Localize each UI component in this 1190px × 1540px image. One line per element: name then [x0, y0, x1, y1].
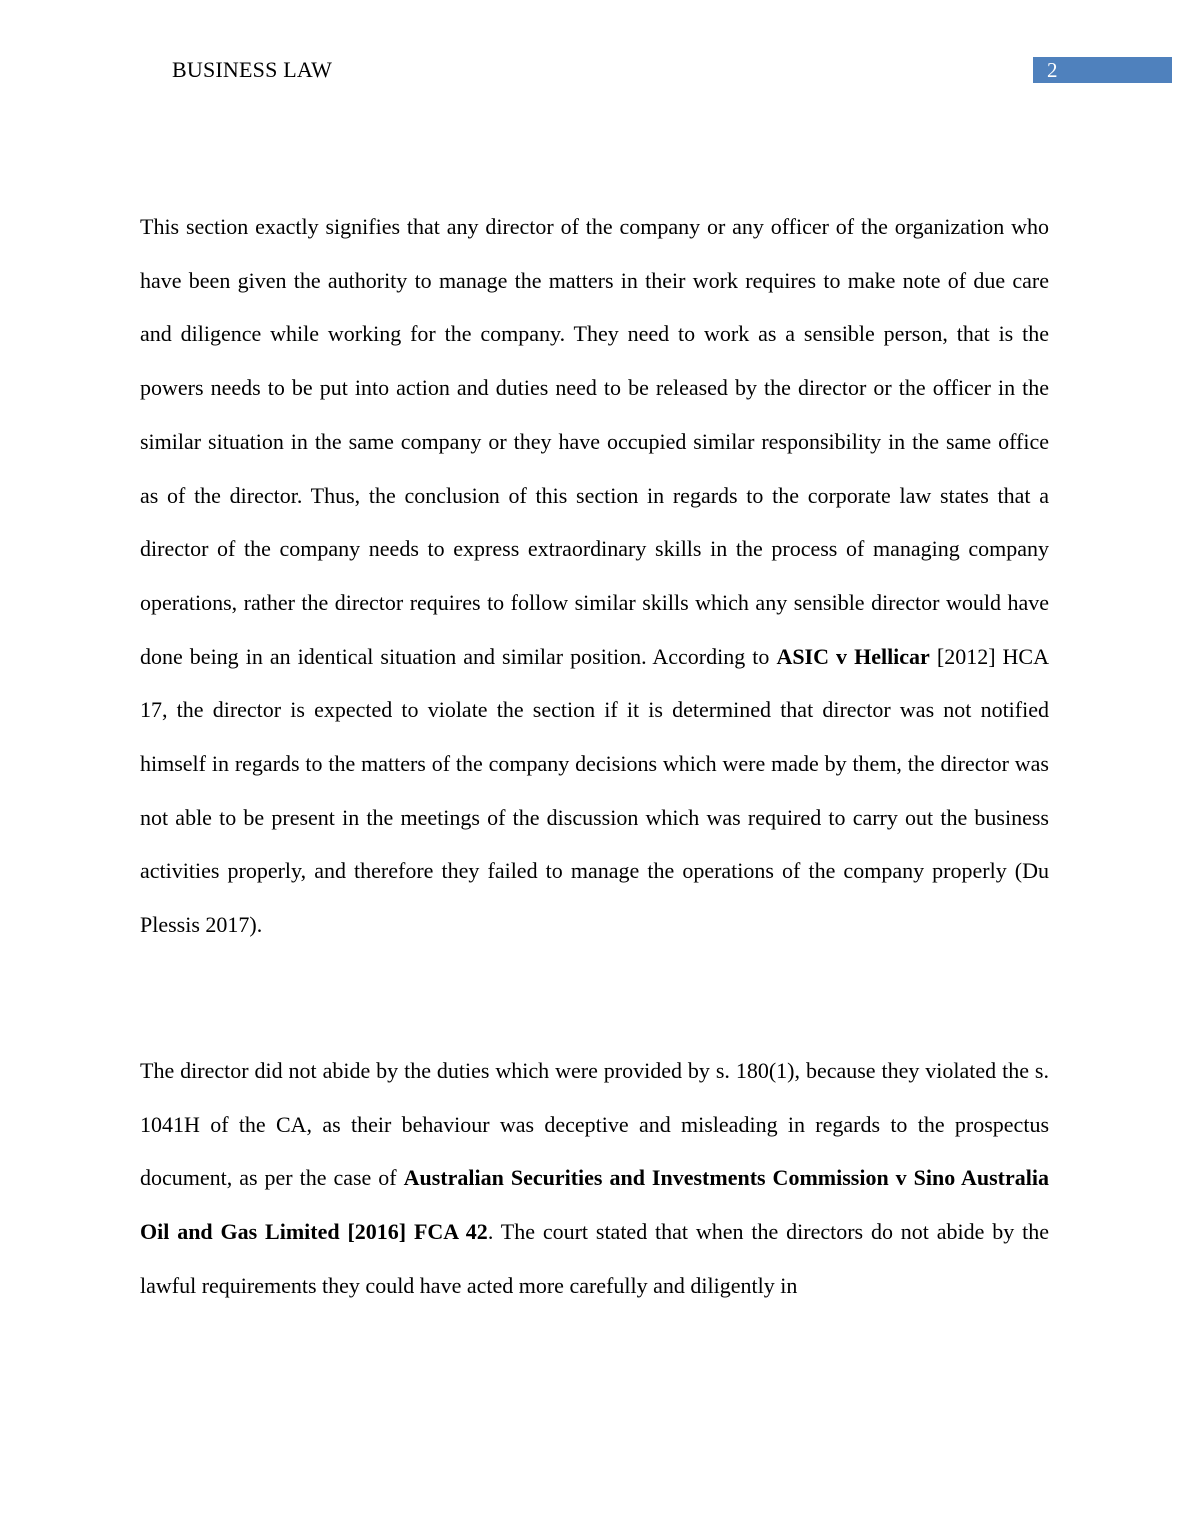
body-paragraph-2	[140, 1044, 1049, 1313]
paragraph-1-text-end: [2012] HCA 17, the director is expected to violate the section if it is determined that director was not notified himself in regards to the matters of the company decisions which were made by them, the director was not able to be present in the meetings of the discussion which was required to carry out the business activities properly, and therefore they failed to manage the operations of the company properly (Du Plessis 2017).	[140, 643, 1049, 938]
paragraph-2-text-start: The director did not abide by the duties which were provided by s. 180(1), because they violated the s. 1041H of the CA, as their behaviour was deceptive and misleading in regards to the prospectus document, as per the case of	[140, 1058, 1049, 1191]
paragraph-2-text-end: . The court stated that when the directors do not abide by the lawful requirements they could have acted more carefully and diligently in	[140, 1219, 1049, 1298]
case-citation-asic-v-sino-australia: Australian Securities and Investments Commission v Sino Australia Oil and Gas Limited [2016] FCA 42	[140, 1165, 1049, 1245]
body-paragraph-1	[140, 200, 1049, 952]
paragraph-1-text-start: This section exactly signifies that any director of the company or any officer of the organization who have been given the authority to manage the matters in their work requires to make note of due care and diligence while working for the company. They need to work as a sensible person, that is the powers needs to be put into action and duties need to be released by the director or the officer in the similar situation in the same company or they have occupied similar responsibility in the same office as of the director. Thus, the conclusion of this section in regards to the corporate law states that a director of the company needs to express extraordinary skills in the process of managing company operations, rather the director requires to follow similar skills which any sensible director would have done being in an identical situation and similar position. According to	[140, 214, 1049, 669]
case-citation-asic-v-hellicar: ASIC v Hellicar	[776, 643, 930, 669]
page-number-badge	[1033, 57, 1172, 83]
page-number: 2	[1047, 58, 1058, 82]
running-header-title: BUSINESS LAW	[172, 57, 333, 82]
